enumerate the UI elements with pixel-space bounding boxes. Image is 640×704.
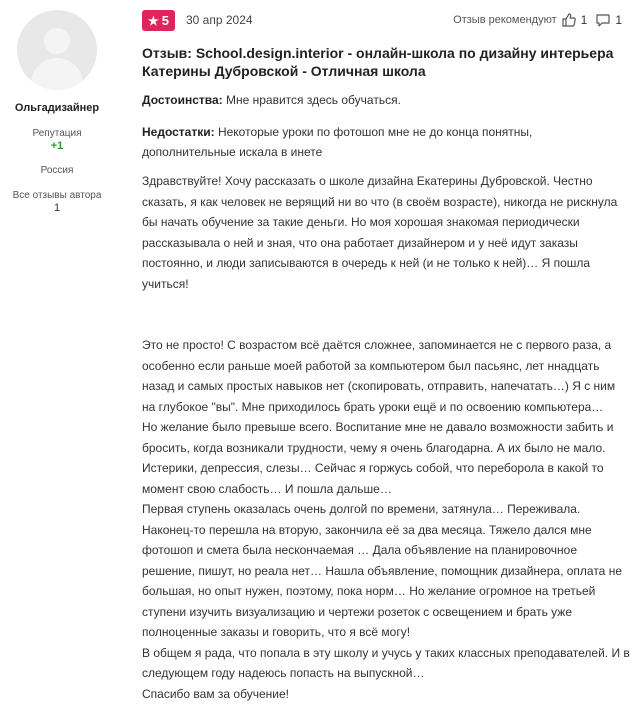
avatar-head-shape xyxy=(44,28,70,54)
paragraph-gap xyxy=(142,294,630,335)
comments-count: 1 xyxy=(615,13,622,27)
reputation-value: +1 xyxy=(0,140,114,152)
comment-icon[interactable] xyxy=(595,12,611,28)
review-pros xyxy=(142,91,628,109)
all-reviews-count: 1 xyxy=(0,202,114,214)
rating-value: 5 xyxy=(162,13,169,28)
review-paragraph: В общем я рада, что попала в эту школу и учусь у таких классных преподавателей. И в следующем году надеюсь попасть на выпускной… xyxy=(142,643,630,684)
author-name[interactable]: Ольгадизайнер xyxy=(0,102,114,114)
cons-label: Недостатки: xyxy=(142,125,215,139)
review-paragraph: Спасибо вам за обучение! xyxy=(142,684,630,704)
author-country: Россия xyxy=(0,165,114,176)
review-title[interactable]: Отзыв: School.design.interior - онлайн-школа по дизайну интерьера Катерины Дубровской - Отличная школа xyxy=(142,44,628,80)
review-paragraph: Первая ступень оказалась очень долгой по времени, затянула… Переживала. Наконец-то перешла на вторую, закончила её за два месяца. Тяжело дался мне фотошоп и смета была нескончаемая … Дала объявление на планировочное решение, пишут, но реала нет… Нашла объявление, помощник дизайнера, оплата не большая, но опыт нужен, поэтому, пока норм… Но желание огромное на третьей ступени изучить визуализацию и чертежи розеток с освещением и брать уже полноценные заказы и говорить, что я всё могу! xyxy=(142,499,630,643)
reputation-label: Репутация xyxy=(0,128,114,139)
all-reviews-link[interactable]: Все отзывы автора xyxy=(0,190,114,201)
avatar-body-shape xyxy=(31,58,83,90)
review-paragraph: Но желание было превыше всего. Воспитание мне не давало возможности забить и бросить, когда возникали трудности, чему я очень благодарна. А их было не мало. Истерики, депрессия, слезы… Сейчас я горжусь собой, что переборола в какой то момент свою слабость… И пошла дальше… xyxy=(142,417,630,499)
recommend-bar xyxy=(453,12,626,28)
rating-badge xyxy=(142,10,175,31)
review-date: 30 апр 2024 xyxy=(186,13,253,27)
pros-text: Мне нравится здесь обучаться. xyxy=(226,93,401,107)
review-paragraph: Здравствуйте! Хочу рассказать о школе дизайна Екатерины Дубровской. Честно сказать, я как человек не верящий ни во что (в своём возрасте), никогда не рискнула бы начать обучение за такие деньги. Но моя хорошая знакомая периодически рассказывала о ней и зная, что она работает дизайнером и у неё идут заказы постоянно, и люди записываются в очередь к ней (и не только к ней)… Я пошла учиться! xyxy=(142,171,630,294)
recommend-label: Отзыв рекомендуют xyxy=(453,14,556,26)
review-paragraph: Это не просто! С возрастом всё даётся сложнее, запоминается не с первого раза, а особенно если раньше моей работой за компьютером был пасьянс, лет ннадцать назад и самых простых навыков нет (скопировать, отправить, напечатать…) Я с ним на глубокое "вы". Мне приходилось брать уроки ещё и по освоению компьютера… xyxy=(142,335,630,417)
pros-label: Достоинства: xyxy=(142,93,223,107)
avatar[interactable] xyxy=(17,10,97,90)
review-body xyxy=(142,171,630,704)
likes-count: 1 xyxy=(581,13,588,27)
cons-text: Некоторые уроки по фотошоп мне не до конца понятны, дополнительные искала в инете xyxy=(142,125,532,159)
thumbs-up-icon[interactable] xyxy=(561,12,577,28)
review-cons xyxy=(142,122,628,162)
star-icon: ★ xyxy=(148,15,159,27)
